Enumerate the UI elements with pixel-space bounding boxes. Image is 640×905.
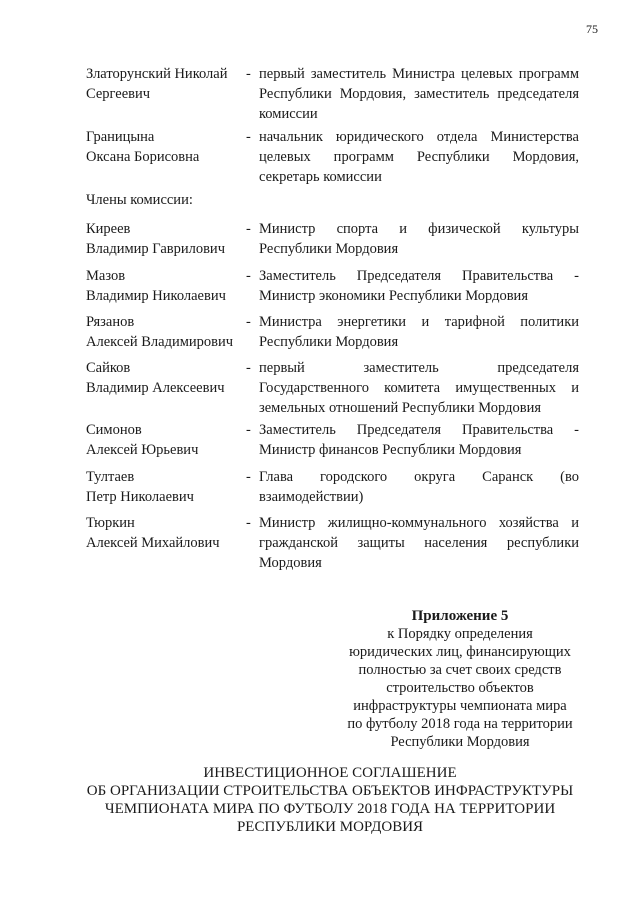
dash-separator: -	[246, 66, 251, 82]
member-name: Мазов Владимир Николаевич	[86, 268, 226, 304]
dash-separator: -	[246, 129, 251, 145]
member-name: Тюркин Алексей Михайлович	[86, 515, 220, 551]
appendix-line: Республики Мордовия	[390, 734, 530, 750]
dash-separator: -	[246, 268, 251, 284]
member-name: Симонов Алексей Юрьевич	[86, 422, 199, 458]
member-name: Тултаев Петр Николаевич	[86, 469, 194, 505]
member-role: начальник юридического отдела Министерства целевых программ Республики Мордовия, секретарь комиссии	[259, 129, 579, 185]
page-number: 75	[586, 22, 598, 36]
member-role: Заместитель Председателя Правительства - Министр финансов Республики Мордовия	[259, 422, 579, 458]
appendix-line: к Порядку определения	[387, 626, 533, 642]
appendix-line: по футболу 2018 года на территории	[347, 716, 573, 732]
appendix-title: Приложение 5	[411, 608, 509, 624]
member-name: Сайков Владимир Алексеевич	[86, 360, 225, 396]
member-name: Златорунский Николай Сергеевич	[86, 66, 228, 102]
appendix-block	[340, 607, 580, 751]
appendix-line: строительство объектов	[386, 680, 534, 696]
member-role: Заместитель Председателя Правительства - Министр экономики Республики Мордовия	[259, 268, 579, 304]
member-name: Киреев Владимир Гаврилович	[86, 221, 225, 257]
agreement-title-line: ОБ ОРГАНИЗАЦИИ СТРОИТЕЛЬСТВА ОБЪЕКТОВ ИНФРАСТРУКТУРЫ	[86, 783, 574, 799]
member-role: первый заместитель председателя Государственного комитета имущественных и земельных отношений Республики Мордовия	[259, 360, 579, 416]
agreement-title-line: ЧЕМПИОНАТА МИРА ПО ФУТБОЛУ 2018 ГОДА НА ТЕРРИТОРИИ	[104, 801, 556, 817]
member-name: Рязанов Алексей Владимирович	[86, 314, 234, 350]
member-role: Министра энергетики и тарифной политики Республики Мордовия	[259, 314, 579, 350]
member-role: Министр жилищно-коммунального хозяйства и гражданской защиты населения республики Мордовия	[259, 515, 579, 571]
appendix-line: полностью за счет своих средств	[358, 662, 562, 678]
dash-separator: -	[246, 221, 251, 237]
member-role: первый заместитель Министра целевых программ Республики Мордовия, заместитель председателя комиссии	[259, 66, 579, 122]
appendix-line: инфраструктуры чемпионата мира	[353, 698, 567, 714]
member-role: Министр спорта и физической культуры Республики Мордовия	[259, 221, 579, 257]
dash-separator: -	[246, 515, 251, 531]
dash-separator: -	[246, 469, 251, 485]
member-role: Глава городского округа Саранск (во взаимодействии)	[259, 469, 579, 505]
members-heading: Члены комиссии:	[86, 192, 193, 208]
agreement-title	[60, 764, 600, 836]
agreement-title-line: РЕСПУБЛИКИ МОРДОВИЯ	[236, 819, 424, 835]
dash-separator: -	[246, 422, 251, 438]
appendix-line: юридических лиц, финансирующих	[349, 644, 571, 660]
dash-separator: -	[246, 360, 251, 376]
member-name: Границына Оксана Борисовна	[86, 129, 200, 165]
dash-separator: -	[246, 314, 251, 330]
agreement-title-line: ИНВЕСТИЦИОННОЕ СОГЛАШЕНИЕ	[203, 765, 457, 781]
